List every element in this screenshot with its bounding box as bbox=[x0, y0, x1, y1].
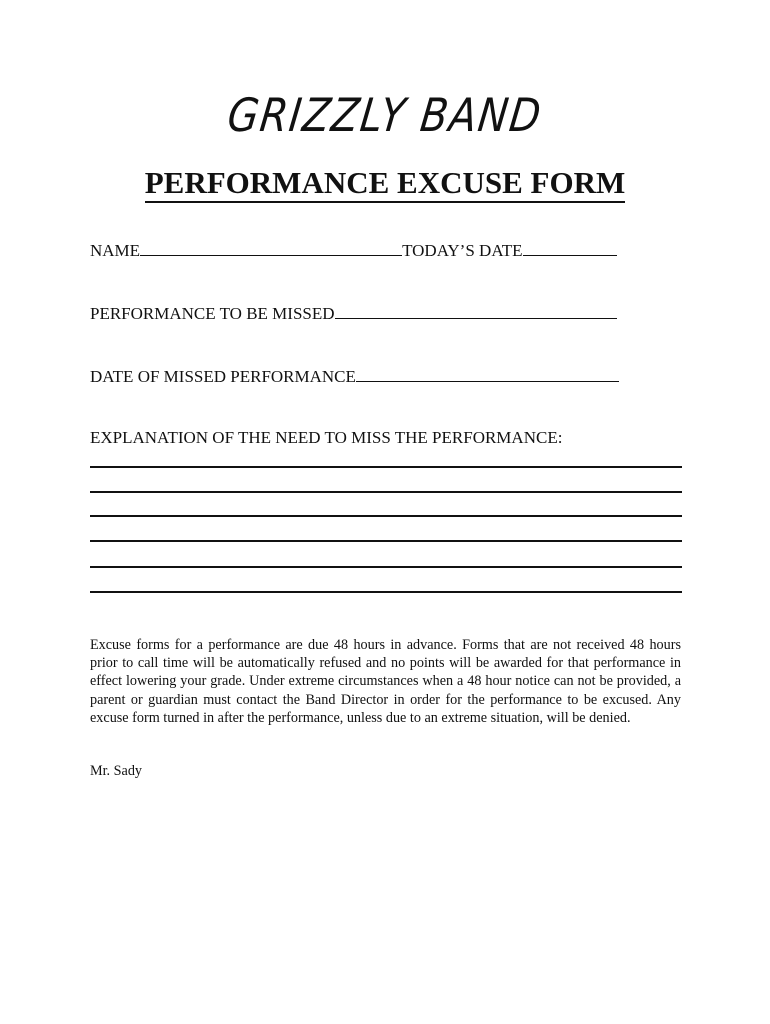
signature: Mr. Sady bbox=[90, 763, 143, 779]
name-label: NAME bbox=[90, 241, 141, 260]
performance-missed-row bbox=[90, 302, 617, 324]
form-title bbox=[0, 166, 770, 200]
todays-date-field[interactable] bbox=[523, 239, 617, 256]
explanation-line[interactable] bbox=[90, 466, 682, 468]
explanation-line[interactable] bbox=[90, 540, 682, 542]
explanation-line[interactable] bbox=[90, 591, 682, 593]
explanation-line[interactable] bbox=[90, 515, 682, 517]
date-missed-field[interactable] bbox=[356, 365, 619, 382]
band-name-heading: GRIZZLY BAND bbox=[224, 88, 546, 142]
explanation-line[interactable] bbox=[90, 566, 682, 568]
date-missed-label: DATE OF MISSED PERFORMANCE bbox=[90, 367, 356, 386]
todays-date-label: TODAY’S DATE bbox=[402, 241, 523, 260]
name-field[interactable] bbox=[140, 239, 402, 256]
form-title-text: PERFORMANCE EXCUSE FORM bbox=[145, 165, 626, 203]
performance-missed-label: PERFORMANCE TO BE MISSED bbox=[90, 304, 335, 323]
policy-paragraph: Excuse forms for a performance are due 48 hours in advance. Forms that are not received 48 hours prior to call time will be automatically refused and no points will be awarded for that performance in effect lowering your grade. Under extreme circumstances when a 48 hour notice can not be provided, a parent or guardian must contact the Band Director in order for the performance to be excused. Any excuse form turned in after the performance, unless due to an extreme situation, will be denied. bbox=[90, 637, 681, 726]
performance-missed-field[interactable] bbox=[335, 302, 617, 319]
name-row bbox=[90, 239, 617, 261]
date-missed-row bbox=[90, 365, 619, 387]
explanation-row bbox=[90, 428, 562, 448]
explanation-line[interactable] bbox=[90, 491, 682, 493]
explanation-label: EXPLANATION OF THE NEED TO MISS THE PERFORMANCE: bbox=[90, 428, 563, 447]
